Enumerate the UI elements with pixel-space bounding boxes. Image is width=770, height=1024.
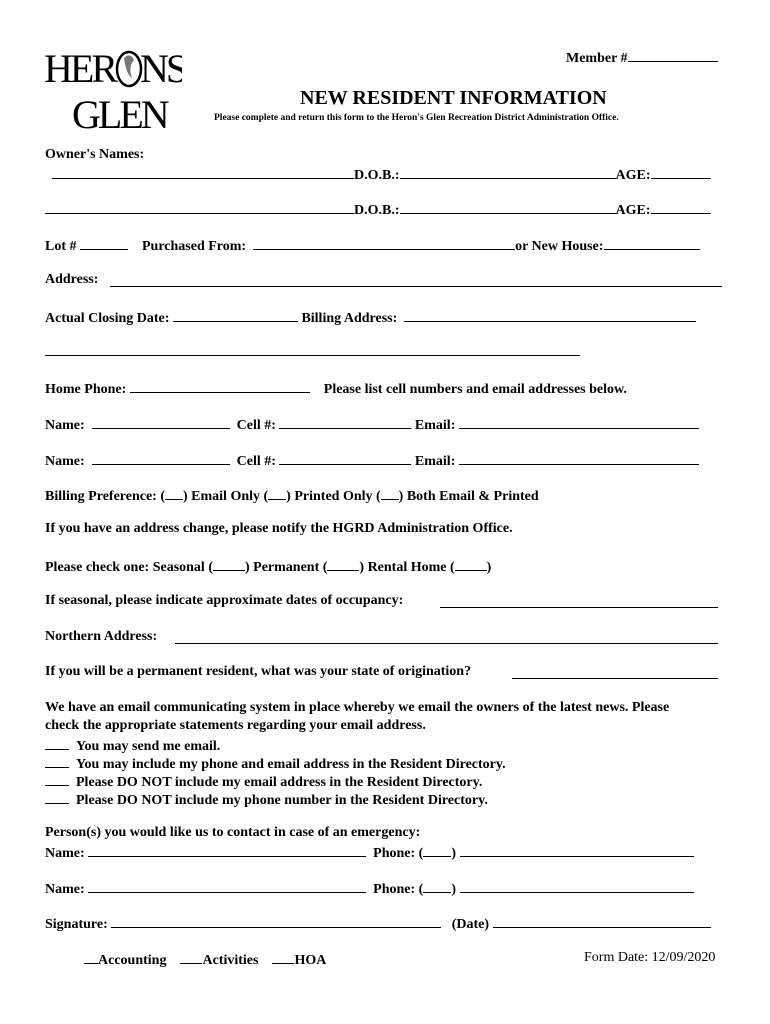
contact-row-1[interactable] (45, 415, 699, 434)
address-input-line[interactable] (110, 286, 722, 287)
home-phone-row[interactable] (45, 379, 627, 398)
email-option-3[interactable] (45, 772, 482, 791)
purchased-from-label: Purchased From: (142, 239, 247, 254)
rental-label: ) Rental Home ( (359, 560, 455, 575)
owner-row-1[interactable] (52, 165, 711, 184)
address-change-note: If you have an address change, please notify the HGRD Administration Office. (45, 521, 513, 536)
member-number-label: Member # (566, 51, 628, 66)
checkbox[interactable] (45, 772, 69, 786)
dob-label: D.O.B.: (354, 203, 400, 218)
email-option-4[interactable] (45, 790, 488, 809)
residency-close: ) (486, 560, 492, 575)
checkbox[interactable] (45, 790, 69, 804)
cell-note: Please list cell numbers and email addresses below. (323, 382, 627, 397)
emergency-label: Person(s) you would like us to contact in case of an emergency: (45, 825, 421, 840)
cell-label: Cell #: (236, 418, 276, 433)
phone-label: Phone: ( (373, 882, 424, 897)
northern-address-line[interactable] (175, 643, 718, 644)
lot-label: Lot # (45, 239, 77, 254)
email-only-checkbox[interactable] (165, 486, 183, 500)
hoa-label: HOA (294, 953, 327, 968)
billing-pref-label: Billing Preference: ( (45, 489, 165, 504)
form-date: Form Date: 12/09/2020 (584, 950, 716, 965)
signature-label: Signature: (45, 917, 108, 932)
name-label: Name: (45, 846, 85, 861)
svg-text:HER: HER (44, 46, 115, 91)
origin-line[interactable] (512, 678, 718, 679)
activities-checkbox[interactable] (180, 950, 202, 964)
page-subtitle: Please complete and return this form to the Heron's Glen Recreation District Administration Office. (214, 113, 619, 123)
herons-glen-logo (42, 40, 182, 135)
emergency-row-1[interactable] (45, 843, 694, 862)
residency-row[interactable] (45, 557, 491, 576)
email-label: Email: (414, 454, 456, 469)
both-label: ) Both Email & Printed (398, 489, 539, 504)
email-label: Email: (414, 418, 456, 433)
option-label: Please DO NOT include my email address in the Resident Directory. (76, 775, 483, 790)
home-phone-label: Home Phone: (45, 382, 127, 397)
name-label: Name: (45, 882, 85, 897)
emergency-row-2[interactable] (45, 879, 694, 898)
owner-row-2[interactable] (45, 200, 711, 219)
seasonal-dates-line[interactable] (440, 607, 718, 608)
residency-label: Please check one: Seasonal ( (45, 560, 213, 575)
origin-label: If you will be a permanent resident, what was your state of origination? (45, 664, 472, 679)
contact-row-2[interactable] (45, 451, 699, 470)
hoa-checkbox[interactable] (272, 950, 294, 964)
closing-date-label: Actual Closing Date: (45, 311, 170, 326)
option-label: You may include my phone and email address in the Resident Directory. (76, 757, 506, 772)
age-label: AGE: (615, 203, 651, 218)
cell-label: Cell #: (236, 454, 276, 469)
both-checkbox[interactable] (381, 486, 399, 500)
printed-only-checkbox[interactable] (268, 486, 286, 500)
email-system-line-1: We have an email communicating system in place whereby we email the owners of the latest news. Please (45, 700, 670, 715)
accounting-label: Accounting (98, 953, 167, 968)
email-option-2[interactable] (45, 754, 506, 773)
age-label: AGE: (615, 168, 651, 183)
email-option-1[interactable] (45, 736, 220, 755)
option-label: Please DO NOT include my phone number in the Resident Directory. (76, 793, 488, 808)
owners-names-label: Owner's Names: (45, 147, 145, 162)
rental-checkbox[interactable] (455, 557, 487, 571)
closing-row[interactable] (45, 308, 696, 327)
permanent-checkbox[interactable] (327, 557, 359, 571)
billing-preference-row[interactable] (45, 486, 539, 505)
page-title: NEW RESIDENT INFORMATION (300, 87, 607, 109)
dob-label: D.O.B.: (354, 168, 400, 183)
svg-text:NS: NS (140, 46, 182, 91)
name-label: Name: (45, 418, 85, 433)
checkbox[interactable] (45, 736, 69, 750)
phone-close: ) (451, 882, 456, 897)
signature-row[interactable] (45, 914, 711, 933)
option-label: You may send me email. (76, 739, 221, 754)
email-system-line-2: check the appropriate statements regarding your email address. (45, 718, 426, 733)
northern-address-label: Northern Address: (45, 629, 158, 644)
permanent-label: ) Permanent ( (244, 560, 328, 575)
billing-address-line-2[interactable] (45, 355, 580, 356)
phone-close: ) (451, 846, 456, 861)
seasonal-checkbox[interactable] (213, 557, 245, 571)
printed-only-label: ) Printed Only ( (286, 489, 381, 504)
new-house-label: or New House: (515, 239, 604, 254)
activities-label: Activities (202, 953, 259, 968)
billing-address-label: Billing Address: (301, 311, 398, 326)
phone-label: Phone: ( (373, 846, 424, 861)
member-number-field[interactable] (566, 48, 718, 67)
date-label: (Date) (451, 917, 490, 932)
seasonal-dates-label: If seasonal, please indicate approximate dates of occupancy: (45, 593, 404, 608)
name-label: Name: (45, 454, 85, 469)
address-label: Address: (45, 272, 99, 287)
checkbox[interactable] (45, 754, 69, 768)
email-only-label: ) Email Only ( (183, 489, 269, 504)
office-routing[interactable] (84, 950, 326, 969)
lot-row[interactable] (45, 236, 700, 255)
accounting-checkbox[interactable] (84, 950, 98, 964)
svg-text:GLEN: GLEN (72, 92, 167, 135)
